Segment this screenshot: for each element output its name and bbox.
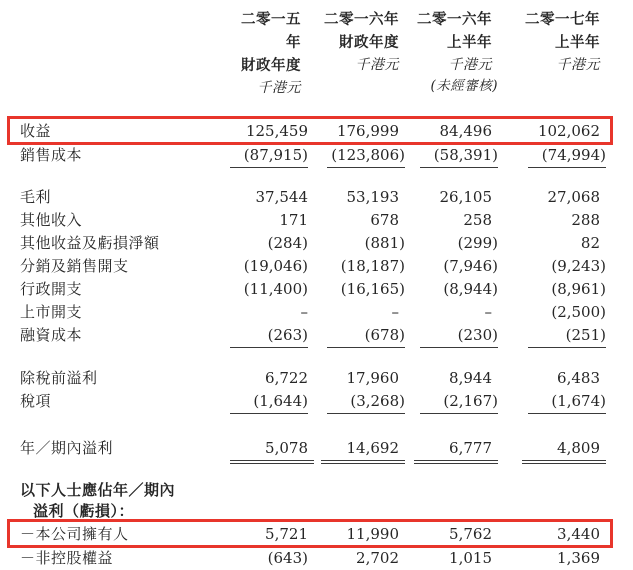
cell-value: (643) [230, 546, 308, 570]
cell-value: 53,193 [346, 188, 399, 206]
row-label: 銷售成本 [20, 146, 83, 164]
cell-value: 11,990 [346, 525, 399, 543]
cell-value: 17,960 [346, 369, 399, 387]
cell-value: 288 [571, 211, 600, 229]
cell-value: 82 [580, 234, 600, 252]
row-label: 稅項 [20, 392, 52, 410]
col-period: 二零一七年 [525, 11, 600, 28]
row-attributable-heading-line2 [20, 501, 606, 522]
row-profit-for-the-year [20, 437, 606, 460]
spacer [20, 347, 606, 367]
row-other-income [20, 209, 606, 232]
cell-value: (9,243) [551, 257, 606, 275]
cell-value: 26,105 [439, 188, 492, 206]
row-label: 上市開支 [20, 303, 83, 321]
cell-value: (8,944) [443, 280, 498, 298]
cell-value: 2,702 [321, 546, 405, 570]
row-distribution-selling-expenses [20, 255, 606, 278]
row-label: 收益 [20, 122, 52, 140]
spacer [20, 99, 606, 119]
cell-value: (251) [528, 324, 606, 348]
col-unit: 千港元 [355, 57, 399, 73]
row-cost-of-sales [20, 143, 606, 167]
cell-value: 171 [279, 211, 308, 229]
cell-value: 4,809 [522, 437, 606, 464]
cell-value: 6,722 [265, 369, 308, 387]
row-label: 年／期內溢利 [20, 439, 114, 457]
col-unit: 千港元 [257, 80, 301, 96]
cell-value: (1,674) [528, 390, 606, 414]
col-header-1h2016 [405, 8, 498, 96]
cell-value: 14,692 [321, 437, 405, 464]
row-owners-of-the-company [20, 522, 606, 546]
row-label: 其他收益及虧損淨額 [20, 234, 160, 252]
cell-value: 27,068 [547, 188, 600, 206]
cell-value: (299) [457, 234, 498, 252]
cell-value: (123,806) [327, 143, 405, 168]
col-header-fy2016 [307, 8, 405, 76]
col-span: 上半年 [447, 34, 492, 51]
cell-value: 5,078 [230, 437, 314, 464]
cell-value: (18,187) [340, 257, 405, 275]
col-period: 二零一六年 [417, 11, 492, 28]
cell-value: 1,369 [522, 546, 606, 570]
col-period: 二零一五年 [241, 11, 301, 51]
cell-value: – [300, 303, 308, 321]
cell-value: (87,915) [230, 143, 308, 168]
cell-value: 5,721 [265, 525, 308, 543]
row-label: 融資成本 [20, 326, 83, 344]
cell-value: (881) [364, 234, 405, 252]
row-finance-costs [20, 324, 606, 347]
row-listing-expenses [20, 301, 606, 324]
col-span: 財政年度 [241, 57, 301, 74]
cell-value: 258 [463, 211, 492, 229]
cell-value: – [391, 303, 399, 321]
cell-value: (8,961) [551, 280, 606, 298]
col-period: 二零一六年 [324, 11, 399, 28]
row-non-controlling-interests [20, 546, 606, 570]
cell-value: (19,046) [243, 257, 308, 275]
row-other-gains-losses-net [20, 232, 606, 255]
cell-value: (2,167) [420, 390, 498, 414]
cell-value: – [484, 303, 492, 321]
spacer [20, 413, 606, 437]
row-label: 分銷及銷售開支 [20, 257, 129, 275]
cell-value: (3,268) [327, 390, 405, 414]
cell-value: (58,391) [420, 143, 498, 168]
cell-value: (2,500) [551, 303, 606, 321]
col-span: 上半年 [555, 34, 600, 51]
cell-value: 3,440 [557, 525, 600, 543]
spacer [20, 167, 606, 186]
cell-value: 84,496 [439, 122, 492, 140]
col-note: (未經審核) [430, 78, 498, 94]
cell-value: (16,165) [340, 280, 405, 298]
row-taxation [20, 390, 606, 413]
section-label: 溢利（虧損）： [33, 502, 135, 520]
col-unit: 千港元 [448, 57, 492, 73]
cell-value: 6,483 [557, 369, 600, 387]
col-span: 財政年度 [339, 34, 399, 51]
row-administrative-expenses [20, 278, 606, 301]
cell-value: 5,762 [449, 525, 492, 543]
cell-value: (7,946) [443, 257, 498, 275]
cell-value: 102,062 [537, 122, 600, 140]
cell-value: 1,015 [414, 546, 498, 570]
cell-value: 8,944 [449, 369, 492, 387]
table-header [20, 8, 606, 99]
cell-value: (284) [267, 234, 308, 252]
cell-value: 678 [370, 211, 399, 229]
cell-value: (11,400) [243, 280, 308, 298]
row-label: 行政開支 [20, 280, 83, 298]
cell-value: (74,994) [528, 143, 606, 168]
row-label: －非控股權益 [20, 549, 114, 567]
row-gross-profit [20, 186, 606, 209]
cell-value: 37,544 [255, 188, 308, 206]
row-label: 其他收入 [20, 211, 83, 229]
row-label: 除稅前溢利 [20, 369, 98, 387]
cell-value: (678) [327, 324, 405, 348]
row-attributable-heading-line1 [20, 480, 606, 501]
row-revenue [20, 119, 606, 143]
row-label: 毛利 [20, 188, 52, 206]
col-header-1h2017 [498, 8, 606, 76]
cell-value: (263) [230, 324, 308, 348]
cell-value: 125,459 [245, 122, 308, 140]
row-label: －本公司擁有人 [20, 525, 129, 543]
row-profit-before-tax [20, 367, 606, 390]
cell-value: 6,777 [414, 437, 498, 464]
cell-value: (1,644) [230, 390, 308, 414]
col-header-fy2015 [230, 8, 307, 99]
cell-value: (230) [420, 324, 498, 348]
cell-value: 176,999 [336, 122, 399, 140]
section-label: 以下人士應佔年／期內 [20, 481, 176, 499]
col-unit: 千港元 [556, 57, 600, 73]
